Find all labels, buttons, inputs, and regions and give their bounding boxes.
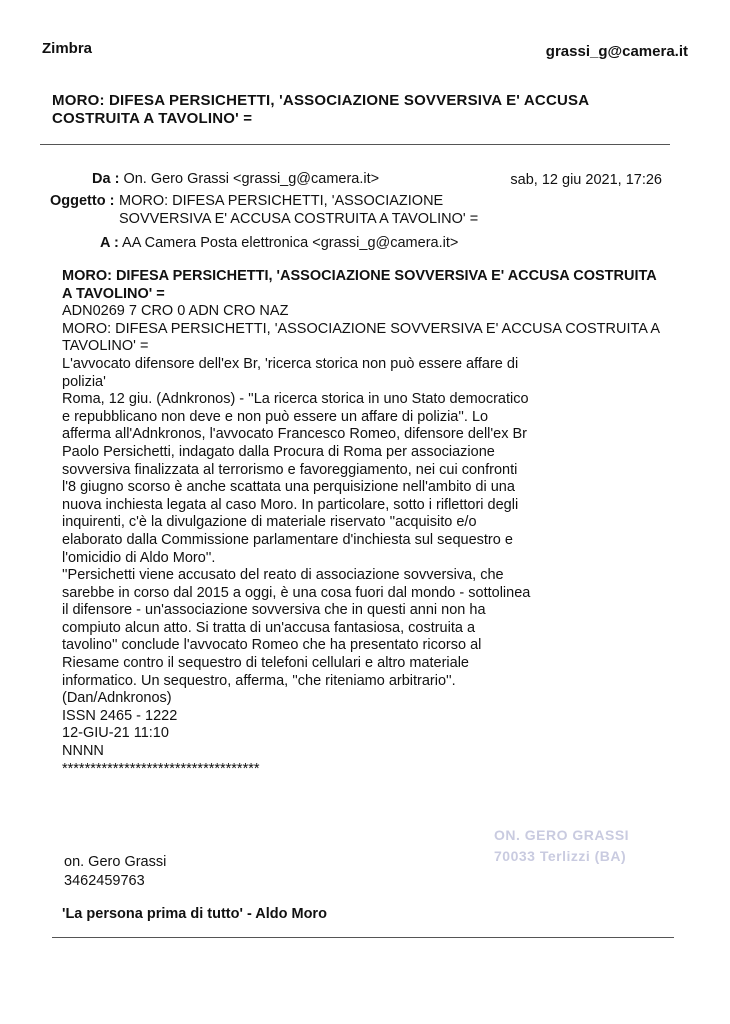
body-stars: *********************************** (62, 760, 260, 777)
body-paragraph-2: ''Persichetti viene accusato del reato di associazione sovversiva, che sarebbe in corso dal 2015 a oggi, è una cosa fuori dal mondo - sottolinea il difensore - un'associazione sovversiva che in questi anni non ha compiuto alcun atto. Si tratta di un'accusa fantasiosa, costruita a tavolino'' conclude l'avvocato Romeo che ha presentato ricorso al Riesame contro il sequestro di telefoni cellulari e altro materiale informatico. Un sequestro, afferma, ''che riteniamo arbitrario''. (62, 567, 531, 689)
subject-value: MORO: DIFESA PERSICHETTI, 'ASSOCIAZIONE SOVVERSIVA E' ACCUSA COSTRUITA A TAVOLINO' = (119, 193, 479, 227)
signature-phone: 3462459763 (64, 873, 145, 889)
body-paragraph-1: Roma, 12 giu. (Adnkronos) - ''La ricerca storica in uno Stato democratico e repubblicano non deve e non può essere un affare di polizia''. Lo afferma all'Adnkronos, l'avvocato Francesco Romeo, difensore dell'ex Br Paolo Persichetti, indagato dalla Procura di Roma per associazione sovversiva finalizzata al terrorismo e favoreggiamento, nei cui confronti l'8 giugno scorso è anche scattata una perquisizione nell'ambito di una nuova inchiesta legata al caso Moro. In particolare, sotto i riflettori degli inquirenti, c'è la divulgazione di materiale riservato ''acquisito e/o elaborato dalla Commissione parlamentare d'inchiesta sul sequestro e l'omicidio di Aldo Moro''. (62, 391, 529, 566)
body-end: NNNN (62, 743, 104, 760)
body-subhead: L'avvocato difensore dell'ex Br, 'ricerca storica non può essere affare di polizia' (62, 355, 519, 390)
body-timestamp: 12-GIU-21 11:10 (62, 725, 169, 742)
header-divider (40, 144, 670, 145)
subject-label: Oggetto : (50, 193, 115, 209)
message-date: sab, 12 giu 2021, 17:26 (510, 172, 662, 188)
to-value: AA Camera Posta elettronica <grassi_g@camera.it> (122, 235, 459, 251)
account-email: grassi_g@camera.it (545, 43, 688, 60)
body-title: MORO: DIFESA PERSICHETTI, 'ASSOCIAZIONE SOVVERSIVA E' ACCUSA COSTRUITA A TAVOLINO' = (62, 268, 657, 302)
to-row (100, 234, 458, 252)
office-stamp (494, 825, 629, 867)
stamp-line-1: ON. GERO GRASSI (494, 827, 630, 843)
stamp-line-2: 70033 Terlizzi (BA) (494, 848, 627, 864)
from-value: On. Gero Grassi <grassi_g@camera.it> (123, 171, 380, 187)
from-row (92, 170, 379, 188)
from-label: Da : (92, 171, 120, 187)
message-subject-title: MORO: DIFESA PERSICHETTI, 'ASSOCIAZIONE SOVVERSIVA E' ACCUSA COSTRUITA A TAVOLINO' = (52, 92, 589, 127)
body-source: (Dan/Adnkronos) (62, 690, 172, 707)
signature (64, 853, 166, 891)
body-headline: MORO: DIFESA PERSICHETTI, 'ASSOCIAZIONE SOVVERSIVA E' ACCUSA COSTRUITA A TAVOLINO' = (62, 320, 660, 355)
message-body (62, 268, 662, 778)
signature-name: on. Gero Grassi (64, 854, 167, 870)
agency-code: ADN0269 7 CRO 0 ADN CRO NAZ (62, 303, 289, 320)
signature-quote: 'La persona prima di tutto' - Aldo Moro (62, 906, 327, 922)
body-issn: ISSN 2465 - 1222 (62, 707, 178, 724)
to-label: A : (100, 235, 119, 251)
app-name: Zimbra (42, 40, 93, 57)
footer-divider (52, 937, 674, 938)
